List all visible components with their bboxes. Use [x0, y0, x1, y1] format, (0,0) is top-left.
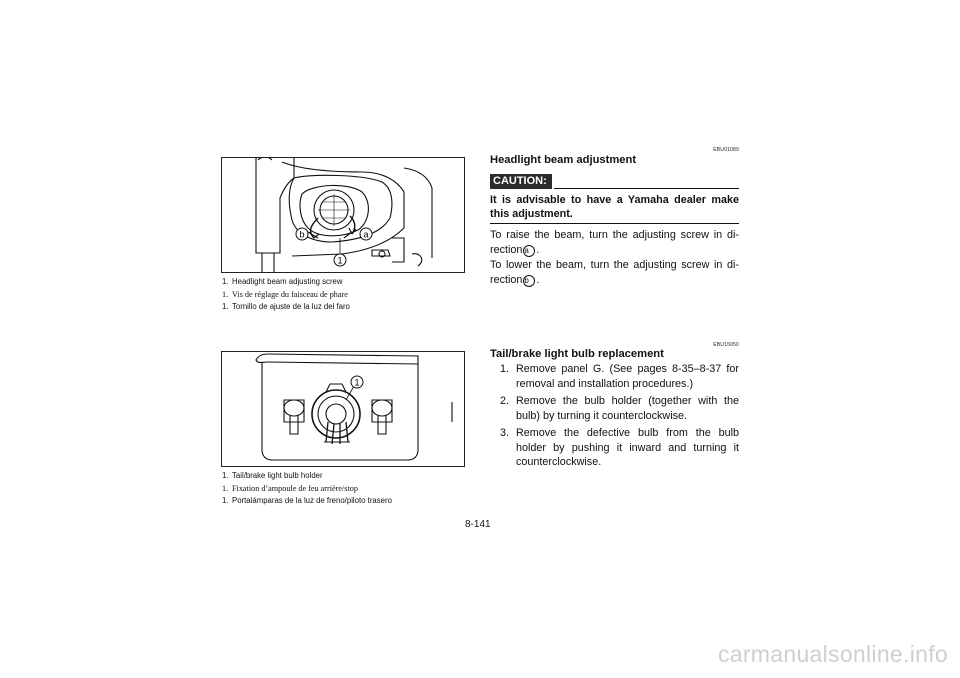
caption-en: 1. Headlight beam adjusting screw [222, 277, 343, 286]
callout-1: 1 [354, 377, 360, 388]
callout-b: b [299, 229, 305, 240]
headlight-captions [222, 276, 467, 314]
caution-text: It is advisable to have a Yamaha dealer make this adjustment. [490, 194, 739, 220]
caption-es: 1. Portalámparas de la luz de freno/piloto trasero [222, 496, 392, 505]
caption-fr: 1. Vis de réglage du faisceau de phare [222, 289, 348, 299]
list-item: 1. Remove panel G. (See pages 8-35–8-37 for removal and installation procedures.) [500, 363, 739, 390]
page-number: 8-141 [465, 519, 491, 530]
caution-label: CAUTION: [490, 174, 552, 189]
raise-instruction: To raise the beam, turn the adjusting screw in di-rection a . [490, 229, 739, 256]
watermark: carmanualsonline.info [717, 641, 948, 667]
caption-fr: 1. Fixation d’ampoule de feu arrière/stop [222, 483, 358, 493]
caution-rule [554, 188, 739, 189]
callout-a: a [363, 229, 369, 240]
section-code: EBU01089 [713, 147, 739, 153]
caption-es: 1. Tornillo de ajuste de la luz del faro [222, 302, 350, 311]
section-title: Tail/brake light bulb replacement [490, 348, 664, 360]
headlight-illustration [222, 158, 464, 272]
direction-a-marker: a [523, 245, 535, 257]
list-item: 2. Remove the bulb holder (together with the bulb) by turning it counterclockwise. [500, 395, 739, 422]
section-title: Headlight beam adjustment [490, 154, 637, 166]
lower-instruction: To lower the beam, turn the adjusting screw in di-rection b . [490, 259, 739, 286]
caption-en: 1. Tail/brake light bulb holder [222, 471, 323, 480]
steps-list [490, 362, 739, 473]
taillight-illustration [222, 352, 464, 466]
callout-1: 1 [337, 255, 343, 266]
section-code: EBU15050 [713, 342, 739, 348]
taillight-figure [221, 351, 465, 467]
list-item: 3. Remove the defective bulb from the bulb holder by pushing it inward and turning it counterclockwise. [500, 427, 739, 468]
headlight-figure [221, 157, 465, 273]
caution-header [490, 174, 739, 190]
direction-b-marker: b [523, 275, 535, 287]
taillight-captions [222, 470, 467, 508]
caution-end-rule [490, 223, 739, 224]
